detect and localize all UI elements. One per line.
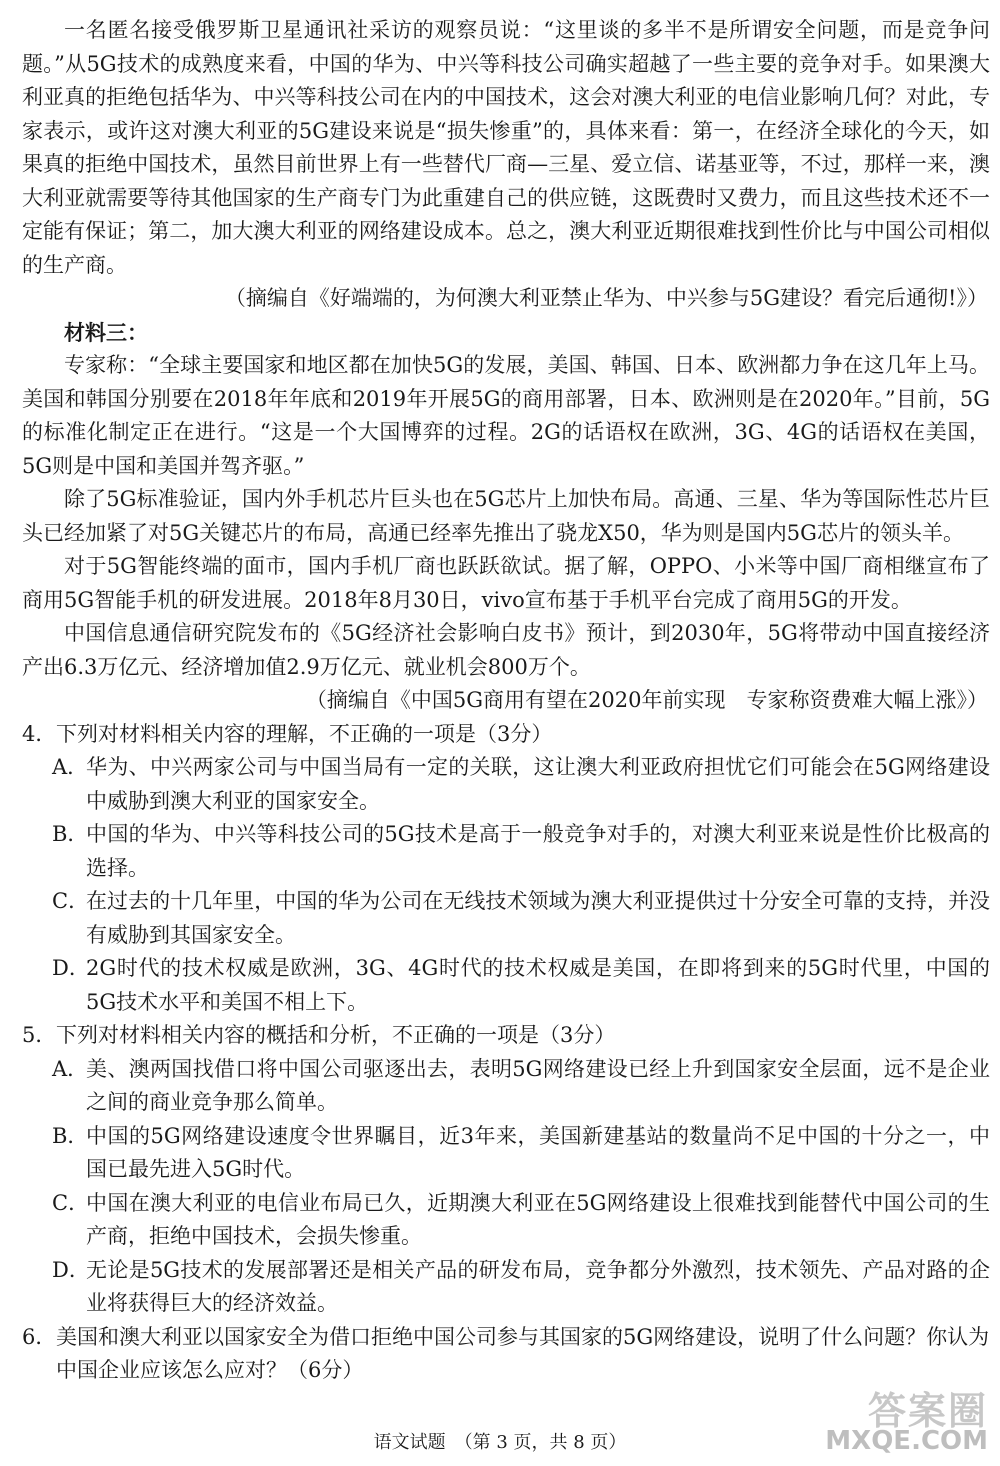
question-5-option-c <box>52 1187 990 1254</box>
option-letter: A． <box>52 1056 89 1081</box>
material3-paragraph-2: 除了5G标准验证，国内外手机芯片巨头也在5G芯片上加快布局。高通、三星、华为等国际性芯片巨头已经加紧了对5G关键芯片的布局，高通已经率先推出了骁龙X50，华为则是国内5G芯片的领头羊。 <box>22 487 990 545</box>
option-text: 中国的5G网络建设速度令世界瞩目，近3年来，美国新建基站的数量尚不足中国的十分之一，中国已最先进入5G时代。 <box>86 1123 990 1181</box>
question-4-option-a <box>52 751 990 818</box>
option-letter: A． <box>52 755 89 779</box>
question-5-option-a <box>52 1053 990 1120</box>
exam-page <box>22 14 990 1388</box>
option-letter: C． <box>52 1190 90 1215</box>
option-text: 华为、中兴两家公司与中国当局有一定的关联，这让澳大利亚政府担忧它们可能会在5G网络建设中威胁到澳大利亚的国家安全。 <box>86 755 990 813</box>
material3-source: （摘编自《中国5G商用有望在2020年前实现 专家称资费难大幅上涨》） <box>305 688 988 712</box>
question-4 <box>22 718 990 752</box>
material3-paragraph-3: 对于5G智能终端的面市，国内手机厂商也跃跃欲试。据了解，OPPO、小米等中国厂商相继宣布了商用5G智能手机的研发进展。2018年8月30日，vivo宣布基于手机平台完成了商用5G的开发。 <box>22 554 990 612</box>
material3-paragraph-1: 专家称：“全球主要国家和地区都在加快5G的发展，美国、韩国、日本、欧洲都力争在这几年上马。美国和韩国分别要在2018年年底和2019年开展5G的商用部署，日本、欧洲则是在2020年。”目前，5G的标准化制定正在进行。“这是一个大国博弈的过程。2G的话语权在欧洲，3G、4G的话语权在美国，5G则是中国和美国并驾齐驱。” <box>22 353 990 478</box>
watermark-logo <box>808 1380 988 1460</box>
question-stem: 下列对材料相关内容的理解，不正确的一项是（3分） <box>56 721 553 746</box>
question-number: 6． <box>22 1324 57 1349</box>
option-letter: B． <box>52 1123 89 1148</box>
question-number: 4． <box>22 721 57 746</box>
option-text: 美、澳两国找借口将中国公司驱逐出去，表明5G网络建设已经上升到国家安全层面，远不是企业之间的商业竞争那么简单。 <box>86 1056 990 1114</box>
question-6 <box>22 1321 990 1388</box>
material3-paragraph-4: 中国信息通信研究院发布的《5G经济社会影响白皮书》预计，到2030年，5G将带动中国直接经济产出6.3万亿元、经济增加值2.9万亿元、就业机会800万个。 <box>22 621 990 679</box>
option-letter: D． <box>52 956 90 980</box>
watermark-text-bottom: MXQE.COM <box>825 1426 988 1456</box>
material2-paragraph: 一名匿名接受俄罗斯卫星通讯社采访的观察员说：“这里谈的多半不是所谓安全问题，而是竞争问题。”从5G技术的成熟度来看，中国的华为、中兴等科技公司确实超越了一些主要的竞争对手。如果澳大利亚真的拒绝包括华为、中兴等科技公司在内的中国技术，这会对澳大利亚的电信业影响几何？对此，专家表示，或许这对澳大利亚的5G建设来说是“损失惨重”的，具体来看：第一，在经济全球化的今天，如果真的拒绝中国技术，虽然目前世界上有一些替代厂商—三星、爱立信、诺基亚等，不过，那样一来，澳大利亚就需要等待其他国家的生产商专门为此重建自己的供应链，这既费时又费力，而且这些技术还不一定能有保证；第二，加大澳大利亚的网络建设成本。总之，澳大利亚近期很难找到性价比与中国公司相似的生产商。 <box>22 18 990 277</box>
option-letter: B． <box>52 822 89 846</box>
question-4-option-c <box>52 885 990 952</box>
question-stem: 下列对材料相关内容的概括和分析，不正确的一项是（3分） <box>56 1023 616 1047</box>
material2-source: （摘编自《好端端的，为何澳大利亚禁止华为、中兴参与5G建设？看完后通彻!》） <box>224 286 988 310</box>
page-footer: 语文试题 （第 3 页，共 8 页） <box>373 1432 627 1453</box>
watermark-text-top: 答案圈 <box>867 1388 988 1433</box>
question-number: 5． <box>22 1023 57 1047</box>
question-stem: 美国和澳大利亚以国家安全为借口拒绝中国公司参与其国家的5G网络建设，说明了什么问题？你认为中国企业应该怎么应对？（6分） <box>56 1324 990 1382</box>
question-5 <box>22 1019 990 1053</box>
option-letter: D． <box>52 1257 90 1282</box>
question-5-option-d <box>52 1254 990 1321</box>
option-text: 无论是5G技术的发展部署还是相关产品的研发布局，竞争都分外激烈，技术领先、产品对路的企业将获得巨大的经济效益。 <box>86 1257 990 1315</box>
question-4-option-b <box>52 818 990 885</box>
question-4-option-d <box>52 952 990 1019</box>
option-text: 中国在澳大利亚的电信业布局已久，近期澳大利亚在5G网络建设上很难找到能替代中国公司的生产商，拒绝中国技术，会损失惨重。 <box>86 1190 990 1248</box>
option-letter: C． <box>52 889 90 913</box>
option-text: 在过去的十几年里，中国的华为公司在无线技术领域为澳大利亚提供过十分安全可靠的支持，并没有威胁到其国家安全。 <box>86 889 990 947</box>
option-text: 2G时代的技术权威是欧洲，3G、4G时代的技术权威是美国，在即将到来的5G时代里，中国的5G技术水平和美国不相上下。 <box>86 956 990 1014</box>
material3-heading: 材料三： <box>64 319 148 345</box>
question-5-option-b <box>52 1120 990 1187</box>
option-text: 中国的华为、中兴等科技公司的5G技术是高于一般竞争对手的，对澳大利亚来说是性价比极高的选择。 <box>86 822 990 880</box>
